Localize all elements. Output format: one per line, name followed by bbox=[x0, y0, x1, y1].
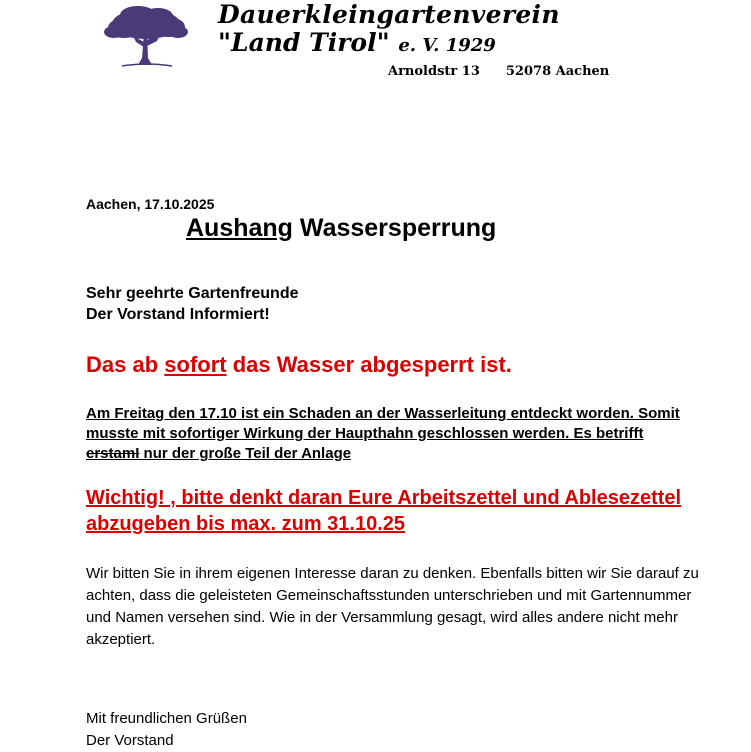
closing-block bbox=[86, 708, 247, 752]
closing-signature: Der Vorstand bbox=[86, 732, 174, 749]
org-name-line-2 bbox=[218, 29, 609, 60]
org-identity bbox=[218, 0, 609, 79]
important-notice: Wichtig! , bitte denkt daran Eure Arbeitszettel und Ablesezettel abzugeben bis max. zum 31.10.25 bbox=[86, 487, 682, 535]
letterhead bbox=[0, 0, 751, 92]
org-name-quoted: "Land Tirol" bbox=[218, 28, 390, 57]
alert-suffix: das Wasser abgesperrt ist. bbox=[226, 352, 512, 377]
page-title-keyword: Aushang bbox=[186, 214, 293, 242]
alert-emphasis: sofort bbox=[164, 352, 227, 377]
damage-detail-part-2: nur der große Teil der Anlage bbox=[139, 445, 352, 462]
org-address bbox=[388, 64, 609, 79]
salutation-line-2: Der Vorstand Informiert! bbox=[86, 306, 270, 323]
salutation-line-1: Sehr geehrte Gartenfreunde bbox=[86, 285, 299, 302]
closing-greeting: Mit freundlichen Grüßen bbox=[86, 710, 247, 727]
page-title-rest: Wassersperrung bbox=[292, 214, 497, 242]
water-shutoff-alert bbox=[86, 352, 512, 378]
date-line: Aachen, 17.10.2025 bbox=[86, 196, 215, 212]
alert-prefix: Das ab bbox=[86, 352, 165, 377]
org-legal-suffix: e. V. 1929 bbox=[398, 35, 496, 56]
body-paragraph: Wir bitten Sie in ihrem eigenen Interesse daran zu denken. Ebenfalls bitten wir Sie darauf zu achten, dass die geleisteten Gemeinschaftsstunden unterschrieben und mit Gartennummer und Namen versehen sind. Wie in der Versammlung gesagt, wird alles andere nicht mehr akzeptiert. bbox=[86, 565, 699, 648]
org-name-line-1: Dauerkleingartenverein bbox=[218, 0, 560, 29]
address-city: 52078 Aachen bbox=[505, 64, 610, 79]
damage-detail-part-1: Am Freitag den 17.10 ist ein Schaden an der Wasserleitung entdeckt worden. Somit musste mit sofortiger Wirkung der Haupthahn geschlossen werden. Es betrifft bbox=[86, 405, 680, 442]
address-street: Arnoldstr 13 bbox=[388, 64, 480, 79]
salutation-block bbox=[86, 283, 299, 325]
page-title bbox=[186, 214, 496, 243]
damage-detail-struck-word: erstamI bbox=[86, 445, 140, 462]
tree-logo-icon bbox=[100, 2, 192, 68]
damage-detail-paragraph bbox=[86, 404, 686, 464]
